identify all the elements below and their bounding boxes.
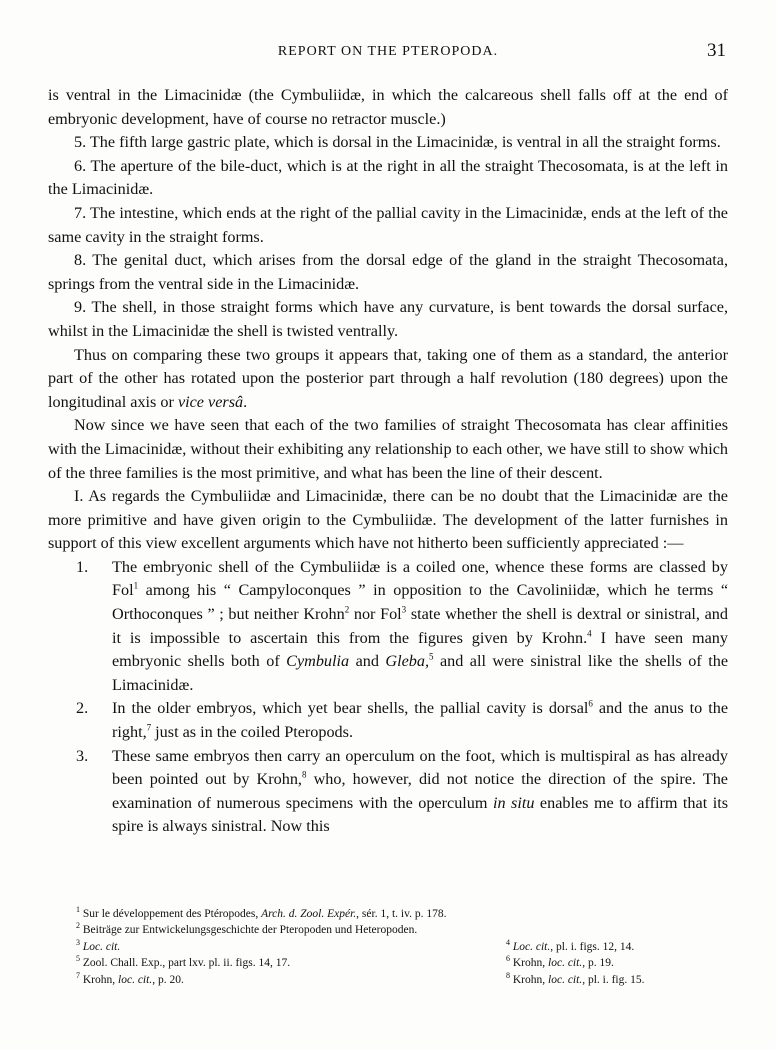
list-item-1 <box>48 556 728 698</box>
paragraph-point-8: 8. The genital duct, which arises from the dorsal edge of the gland in the straight Thecosomata, springs from the ventral side in the Limacinidæ. <box>48 251 728 293</box>
paragraph-point-7: 7. The intestine, which ends at the right of the pallial cavity in the Limacinidæ, ends at the left of the same cavity in the straight forms. <box>48 203 728 246</box>
list-body: These same embryos then carry an operculum on the foot, which is multispiral as has already been pointed out by Krohn,$^8$ who, however, did not notice the direction of the spire. The examination of numerous specimens with the operculum in situ enables me to affirm that its spire is always sinistral. Now this <box>112 746 728 836</box>
footnote-7: $^7$ Krohn, loc. cit., p. 20. <box>76 970 184 986</box>
footnote-row <box>76 939 726 955</box>
list-number: 2. <box>76 699 89 718</box>
footnote-8: $^8$ Krohn, loc. cit., pl. i. fig. 15. <box>506 970 645 986</box>
page-number: 31 <box>707 40 726 61</box>
footnote-row <box>76 955 726 971</box>
footnote-2: $^2$ Beiträge zur Entwickelungsgeschichte der Pteropoden und Heteropoden. <box>76 921 418 937</box>
paragraph-point-5: 5. The fifth large gastric plate, which is dorsal in the Limacinidæ, is ventral in all the straight forms. <box>74 133 721 152</box>
paragraph-affinities: Now since we have seen that each of the two families of straight Thecosomata has clear affinities with the Limacinidæ, without their exhibiting any relationship to each other, we have still to show which of the three families is the most primitive, and what has been the line of their descent. <box>48 416 728 482</box>
list-item-2 <box>48 697 728 744</box>
footnote-5: $^5$ Zool. Chall. Exp., part lxv. pl. ii. figs. 14, 17. <box>76 954 291 970</box>
list-body: In the older embryos, which yet bear shells, the pallial cavity is dorsal$^6$ and the anus to the right,$^7$ just as in the coiled Pteropods. <box>112 699 729 742</box>
paragraph-point-6: 6. The aperture of the bile-duct, which is at the right in all the straight Thecosomata, is at the left in the Limacinidæ. <box>48 156 728 199</box>
paragraph-cymbuliidae: I. As regards the Cymbuliidæ and Limacinidæ, there can be no doubt that the Limacinidæ are the more primitive and have given origin to the Cymbuliidæ. The development of the latter furnishes in support of this view excellent arguments which have not hitherto been sufficiently appreciated :— <box>48 487 728 553</box>
list-item-3 <box>48 745 728 839</box>
paragraph-point-9: 9. The shell, in those straight forms which have any curvature, is bent towards the dorsal surface, whilst in the Limacinidæ the shell is twisted ventrally. <box>48 298 728 340</box>
footnote-4: $^4$ Loc. cit., pl. i. figs. 12, 14. <box>506 937 635 953</box>
paragraph-comparison: Thus on comparing these two groups it appears that, taking one of them as a standard, the anterior part of the other has rotated upon the posterior part through a half revolution (180 degrees) upon the longitudinal axis or vice versâ. <box>48 345 728 411</box>
list-number: 1. <box>76 557 89 576</box>
body-text <box>48 84 728 839</box>
footnotes <box>76 906 726 988</box>
paragraph-continuation: is ventral in the Limacinidæ (the Cymbuliidæ, in which the calcareous shell falls off at the end of embryonic development, have of course no retractor muscle.) <box>48 86 728 128</box>
footnote-3: $^3$ Loc. cit. <box>76 937 121 953</box>
page-header <box>50 40 726 64</box>
list-number: 3. <box>76 746 89 765</box>
running-title: REPORT ON THE PTEROPODA. <box>277 44 499 59</box>
footnote-1: $^1$ Sur le développement des Ptéropodes, Arch. d. Zool. Expér., sér. 1, t. iv. p. 178. <box>76 905 447 920</box>
list-body: The embryonic shell of the Cymbuliidæ is a coiled one, whence these forms are classed by Fol$^1$ among his “ Campyloconques ” in opposition to the Cavoliniidæ, which he terms “ Orthoconques ” ; but neither Krohn$^2$ nor Fol$^3$ state whether the shell is dextral or sinistral, and it is impossible to ascertain this from the figures given by Krohn.$^4$ I have seen many embryonic shells both of Cymbulia and Gleba,$^5$ and all were sinistral like the shells of the Limacinidæ. <box>112 557 729 694</box>
footnote-6: $^6$ Krohn, loc. cit., p. 19. <box>506 954 614 970</box>
footnote-row <box>76 972 726 988</box>
